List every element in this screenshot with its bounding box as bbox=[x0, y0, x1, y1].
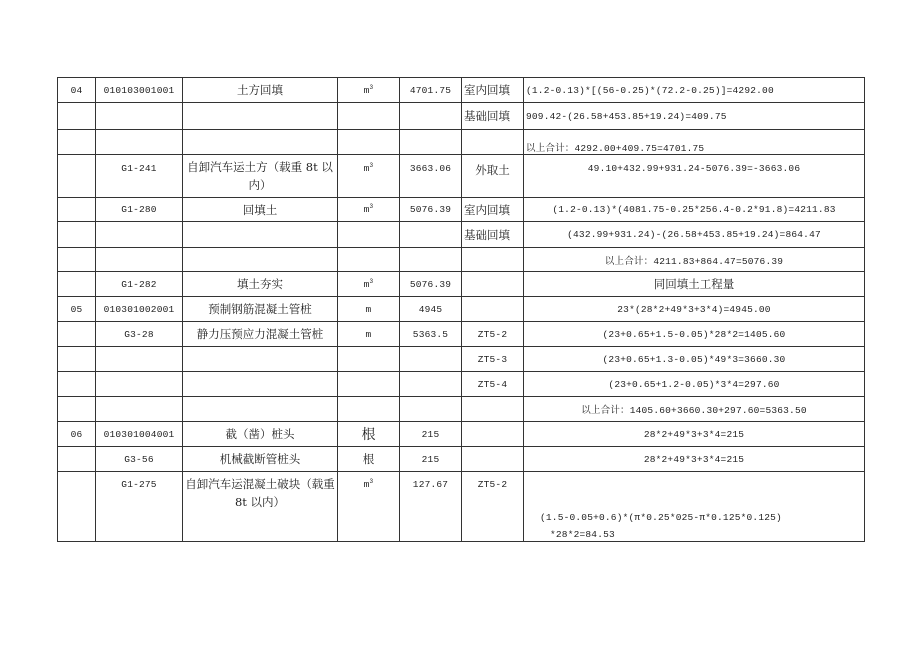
table-row bbox=[58, 248, 865, 272]
table-row bbox=[58, 130, 865, 155]
formula-subtotal: 以上合计：4211.83+864.47=5076.39 bbox=[524, 248, 865, 272]
formula: 49.10+432.99+931.24-5076.39=-3663.06 bbox=[524, 155, 865, 198]
unit-text: m bbox=[363, 84, 370, 96]
table-row bbox=[58, 78, 865, 103]
quantity: 4701.75 bbox=[400, 78, 462, 103]
table-row bbox=[58, 472, 865, 542]
table-row bbox=[58, 372, 865, 397]
table-row bbox=[58, 347, 865, 372]
table-row bbox=[58, 198, 865, 222]
item-name: 预制钢筋混凝土管桩 bbox=[183, 297, 338, 322]
formula: (23+0.65+1.5-0.05)*28*2=1405.60 bbox=[524, 322, 865, 347]
part-name: ZT5-2 bbox=[462, 472, 524, 542]
unit-cell: 根 bbox=[338, 447, 400, 472]
unit-text: m bbox=[363, 163, 370, 174]
unit-cell: m bbox=[338, 322, 400, 347]
formula-subtotal: 以上合计：1405.60+3660.30+297.60=5363.50 bbox=[524, 397, 865, 422]
formula: 28*2+49*3+3*4=215 bbox=[524, 422, 865, 447]
part-name: 基础回填 bbox=[462, 222, 524, 248]
table-row bbox=[58, 447, 865, 472]
formula-subtotal: 以上合计：4292.00+409.75=4701.75 bbox=[524, 130, 865, 155]
unit-text: m bbox=[363, 204, 370, 215]
table-row bbox=[58, 155, 865, 198]
quantity: 215 bbox=[400, 422, 462, 447]
unit-superscript: 3 bbox=[369, 161, 374, 169]
item-name: 填土夯实 bbox=[183, 272, 338, 297]
table-row bbox=[58, 322, 865, 347]
part-name: 室内回填 bbox=[462, 78, 524, 103]
unit-text: m bbox=[363, 479, 370, 490]
table-row bbox=[58, 272, 865, 297]
formula: 同回填土工程量 bbox=[524, 272, 865, 297]
quantity-calculation-table bbox=[57, 77, 865, 542]
item-number: 05 bbox=[58, 297, 96, 322]
unit-text: m bbox=[363, 278, 370, 290]
quantity: 5076.39 bbox=[400, 272, 462, 297]
part-name: ZT5-2 bbox=[462, 322, 524, 347]
formula: (23+0.65+1.2-0.05)*3*4=297.60 bbox=[524, 372, 865, 397]
formula: (1.2-0.13)*[(56-0.25)*(72.2-0.25)]=4292.00 bbox=[524, 78, 865, 103]
item-number: 06 bbox=[58, 422, 96, 447]
part-name: 外取土 bbox=[462, 155, 524, 198]
item-code: G3-28 bbox=[96, 322, 183, 347]
unit-cell bbox=[338, 198, 400, 222]
table-row bbox=[58, 222, 865, 248]
formula-line-1: (1.5-0.05+0.6)*(π*0.25*025-π*0.125*0.125) bbox=[540, 512, 782, 523]
item-name: 回填土 bbox=[183, 198, 338, 222]
table-row bbox=[58, 297, 865, 322]
unit-superscript: 3 bbox=[369, 477, 374, 485]
quantity: 3663.06 bbox=[400, 155, 462, 198]
item-name: 截（凿）桩头 bbox=[183, 422, 338, 447]
unit-cell bbox=[338, 272, 400, 297]
unit-cell bbox=[338, 155, 400, 198]
unit-superscript: 3 bbox=[369, 202, 374, 210]
item-name: 机械截断管桩头 bbox=[183, 447, 338, 472]
unit-cell bbox=[338, 472, 400, 542]
item-code: G1-282 bbox=[96, 272, 183, 297]
part-name: 基础回填 bbox=[462, 103, 524, 130]
item-number: 04 bbox=[58, 78, 96, 103]
item-code: 010301002001 bbox=[96, 297, 183, 322]
unit-superscript: 3 bbox=[369, 83, 374, 91]
formula: (432.99+931.24)-(26.58+453.85+19.24)=864.47 bbox=[524, 222, 865, 248]
item-name: 自卸汽车运混凝土破块（载重8t 以内） bbox=[183, 472, 338, 542]
part-name: 室内回填 bbox=[462, 198, 524, 222]
table-row bbox=[58, 397, 865, 422]
formula: (23+0.65+1.3-0.05)*49*3=3660.30 bbox=[524, 347, 865, 372]
formula: 28*2+49*3+3*4=215 bbox=[524, 447, 865, 472]
formula: (1.2-0.13)*(4081.75-0.25*256.4-0.2*91.8)=4211.83 bbox=[524, 198, 865, 222]
item-name: 土方回填 bbox=[183, 78, 338, 103]
item-code: 010103001001 bbox=[96, 78, 183, 103]
formula-cell bbox=[524, 472, 865, 542]
table-row bbox=[58, 422, 865, 447]
item-code: G1-241 bbox=[96, 155, 183, 198]
quantity: 5076.39 bbox=[400, 198, 462, 222]
quantity: 5363.5 bbox=[400, 322, 462, 347]
formula: 909.42-(26.58+453.85+19.24)=409.75 bbox=[524, 103, 865, 130]
unit-cell: 根 bbox=[338, 422, 400, 447]
formula-line-2: *28*2=84.53 bbox=[550, 529, 615, 540]
quantity: 127.67 bbox=[400, 472, 462, 542]
unit-superscript: 3 bbox=[369, 277, 374, 285]
item-name: 静力压预应力混凝土管桩 bbox=[183, 322, 338, 347]
unit-cell: m bbox=[338, 297, 400, 322]
item-code: G3-56 bbox=[96, 447, 183, 472]
quantity: 4945 bbox=[400, 297, 462, 322]
table-row bbox=[58, 103, 865, 130]
quantity: 215 bbox=[400, 447, 462, 472]
part-name: ZT5-4 bbox=[462, 372, 524, 397]
item-name: 自卸汽车运土方（载重 8t 以内） bbox=[183, 155, 338, 198]
formula: 23*(28*2+49*3+3*4)=4945.00 bbox=[524, 297, 865, 322]
item-code: 010301004001 bbox=[96, 422, 183, 447]
item-code: G1-280 bbox=[96, 198, 183, 222]
unit-cell bbox=[338, 78, 400, 103]
part-name: ZT5-3 bbox=[462, 347, 524, 372]
item-code: G1-275 bbox=[96, 472, 183, 542]
